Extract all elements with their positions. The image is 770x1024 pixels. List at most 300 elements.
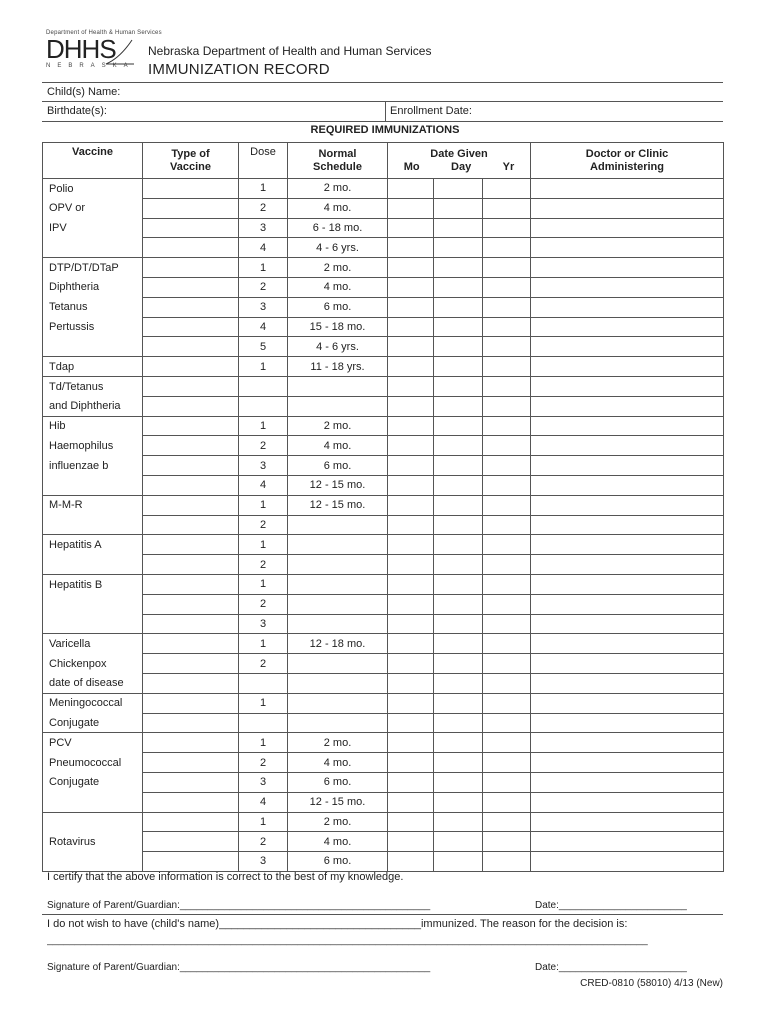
doctor-cell[interactable]: [531, 792, 724, 812]
type-cell[interactable]: [143, 317, 239, 337]
doctor-cell[interactable]: [531, 574, 724, 594]
month-cell[interactable]: [388, 574, 434, 594]
child-name-label: Child(s) Name:: [47, 86, 121, 98]
month-cell[interactable]: [388, 733, 434, 753]
type-cell[interactable]: [143, 297, 239, 317]
schedule-cell: 4 mo.: [288, 832, 388, 852]
reason-line[interactable]: ____________________________________________________________________________________________________________: [47, 935, 648, 946]
doctor-cell[interactable]: [531, 495, 724, 515]
day-cell[interactable]: [434, 594, 483, 614]
day-cell[interactable]: [434, 772, 483, 792]
vaccine-cell: Tetanus: [43, 297, 143, 317]
col-doctor: Doctor or Clinic Administering: [531, 143, 724, 179]
month-cell[interactable]: [388, 792, 434, 812]
col-dose: Dose: [239, 143, 288, 179]
month-cell[interactable]: [388, 376, 434, 396]
table-row: [43, 614, 724, 634]
day-cell[interactable]: [434, 634, 483, 654]
vaccine-cell: [43, 515, 143, 535]
year-cell[interactable]: [483, 515, 531, 535]
col-vaccine: Vaccine: [43, 143, 143, 179]
year-cell[interactable]: [483, 277, 531, 297]
year-cell[interactable]: [483, 772, 531, 792]
day-cell[interactable]: [434, 179, 483, 199]
year-cell[interactable]: [483, 258, 531, 278]
schedule-cell: [288, 693, 388, 713]
type-cell[interactable]: [143, 614, 239, 634]
month-cell[interactable]: [388, 495, 434, 515]
doctor-cell[interactable]: [531, 713, 724, 733]
dose-cell: 4: [239, 792, 288, 812]
doctor-cell[interactable]: [531, 614, 724, 634]
dose-cell: [239, 396, 288, 416]
type-cell[interactable]: [143, 495, 239, 515]
year-cell[interactable]: [483, 416, 531, 436]
vaccine-cell: Chickenpox: [43, 654, 143, 674]
dose-cell: 1: [239, 812, 288, 832]
doctor-cell[interactable]: [531, 475, 724, 495]
schedule-cell: 15 - 18 mo.: [288, 317, 388, 337]
type-cell[interactable]: [143, 456, 239, 476]
doctor-cell[interactable]: [531, 396, 724, 416]
dose-cell: 1: [239, 535, 288, 555]
schedule-cell: 12 - 15 mo.: [288, 495, 388, 515]
birthdate-label: Birthdate(s):: [47, 105, 107, 117]
vaccine-cell: [43, 852, 143, 872]
month-cell[interactable]: [388, 337, 434, 357]
month-cell[interactable]: [388, 772, 434, 792]
day-cell[interactable]: [434, 238, 483, 258]
type-cell[interactable]: [143, 852, 239, 872]
day-cell[interactable]: [434, 673, 483, 693]
month-cell[interactable]: [388, 475, 434, 495]
year-cell[interactable]: [483, 673, 531, 693]
year-cell[interactable]: [483, 792, 531, 812]
dose-cell: 1: [239, 634, 288, 654]
month-cell[interactable]: [388, 673, 434, 693]
year-cell[interactable]: [483, 495, 531, 515]
year-cell[interactable]: [483, 594, 531, 614]
vaccine-cell: Pertussis: [43, 317, 143, 337]
table-row: [43, 832, 724, 852]
day-cell[interactable]: [434, 693, 483, 713]
year-cell[interactable]: [483, 436, 531, 456]
day-cell[interactable]: [434, 574, 483, 594]
table-row: [43, 792, 724, 812]
doctor-cell[interactable]: [531, 515, 724, 535]
type-cell[interactable]: [143, 753, 239, 773]
month-cell[interactable]: [388, 535, 434, 555]
type-cell[interactable]: [143, 396, 239, 416]
table-row: [43, 396, 724, 416]
type-cell[interactable]: [143, 693, 239, 713]
dose-cell: 2: [239, 832, 288, 852]
vaccine-cell: and Diphtheria: [43, 396, 143, 416]
type-cell[interactable]: [143, 436, 239, 456]
day-cell[interactable]: [434, 456, 483, 476]
doctor-cell[interactable]: [531, 852, 724, 872]
table-row: [43, 515, 724, 535]
type-cell[interactable]: [143, 535, 239, 555]
year-cell[interactable]: [483, 614, 531, 634]
type-cell[interactable]: [143, 673, 239, 693]
dose-cell: 3: [239, 218, 288, 238]
month-cell[interactable]: [388, 515, 434, 535]
day-cell[interactable]: [434, 832, 483, 852]
type-cell[interactable]: [143, 179, 239, 199]
dose-cell: 2: [239, 654, 288, 674]
table-row: [43, 277, 724, 297]
logo-swoosh-icon: [104, 38, 134, 66]
schedule-cell: 6 mo.: [288, 772, 388, 792]
month-cell[interactable]: [388, 297, 434, 317]
dose-cell: 2: [239, 753, 288, 773]
day-cell[interactable]: [434, 535, 483, 555]
year-cell[interactable]: [483, 218, 531, 238]
dose-cell: 1: [239, 258, 288, 278]
table-row: [43, 337, 724, 357]
doctor-cell[interactable]: [531, 634, 724, 654]
dose-cell: 1: [239, 733, 288, 753]
year-cell[interactable]: [483, 852, 531, 872]
vaccine-cell: Conjugate: [43, 772, 143, 792]
type-cell[interactable]: [143, 654, 239, 674]
vaccine-cell: OPV or: [43, 198, 143, 218]
table-row: [43, 376, 724, 396]
month-cell[interactable]: [388, 258, 434, 278]
doctor-cell[interactable]: [531, 753, 724, 773]
dose-cell: 4: [239, 317, 288, 337]
type-cell[interactable]: [143, 376, 239, 396]
type-cell[interactable]: [143, 634, 239, 654]
month-cell[interactable]: [388, 832, 434, 852]
day-cell[interactable]: [434, 812, 483, 832]
form-code: CRED-0810 (58010) 4/13 (New): [580, 978, 723, 989]
day-cell[interactable]: [434, 654, 483, 674]
dose-cell: [239, 673, 288, 693]
type-cell[interactable]: [143, 198, 239, 218]
schedule-cell: [288, 396, 388, 416]
doctor-cell[interactable]: [531, 456, 724, 476]
year-cell[interactable]: [483, 753, 531, 773]
day-cell[interactable]: [434, 852, 483, 872]
doctor-cell[interactable]: [531, 416, 724, 436]
type-cell[interactable]: [143, 238, 239, 258]
year-cell[interactable]: [483, 555, 531, 575]
month-cell[interactable]: [388, 852, 434, 872]
doctor-cell[interactable]: [531, 733, 724, 753]
month-cell[interactable]: [388, 713, 434, 733]
dose-cell: 2: [239, 555, 288, 575]
day-cell[interactable]: [434, 614, 483, 634]
dhhs-logo: [46, 30, 162, 80]
divider: [385, 101, 386, 121]
type-cell[interactable]: [143, 812, 239, 832]
vaccine-cell: [43, 337, 143, 357]
doctor-cell[interactable]: [531, 218, 724, 238]
dose-cell: [239, 713, 288, 733]
vaccine-cell: [43, 792, 143, 812]
vaccine-cell: Td/Tetanus: [43, 376, 143, 396]
date-field-1[interactable]: Date:_______________________: [535, 900, 687, 911]
doctor-cell[interactable]: [531, 654, 724, 674]
schedule-cell: [288, 515, 388, 535]
section-title: REQUIRED IMMUNIZATIONS: [310, 124, 460, 136]
doctor-cell[interactable]: [531, 258, 724, 278]
type-cell[interactable]: [143, 832, 239, 852]
dose-cell: 1: [239, 693, 288, 713]
vaccine-cell: Conjugate: [43, 713, 143, 733]
schedule-cell: 2 mo.: [288, 416, 388, 436]
doctor-cell[interactable]: [531, 297, 724, 317]
schedule-cell: 12 - 15 mo.: [288, 792, 388, 812]
year-cell[interactable]: [483, 297, 531, 317]
schedule-cell: 4 mo.: [288, 436, 388, 456]
year-cell[interactable]: [483, 733, 531, 753]
day-cell[interactable]: [434, 436, 483, 456]
doctor-cell[interactable]: [531, 535, 724, 555]
type-cell[interactable]: [143, 792, 239, 812]
month-cell[interactable]: [388, 238, 434, 258]
month-cell[interactable]: [388, 179, 434, 199]
day-cell[interactable]: [434, 733, 483, 753]
doctor-cell[interactable]: [531, 555, 724, 575]
year-cell[interactable]: [483, 654, 531, 674]
doctor-cell[interactable]: [531, 832, 724, 852]
table-row: [43, 772, 724, 792]
doctor-cell[interactable]: [531, 594, 724, 614]
day-cell[interactable]: [434, 416, 483, 436]
year-cell[interactable]: [483, 376, 531, 396]
day-cell[interactable]: [434, 258, 483, 278]
signature-field-2[interactable]: Signature of Parent/Guardian:_____________________________________________: [47, 962, 431, 973]
vaccine-cell: influenzae b: [43, 456, 143, 476]
rule: [42, 914, 723, 915]
doctor-cell[interactable]: [531, 357, 724, 377]
year-cell[interactable]: [483, 396, 531, 416]
page-title: IMMUNIZATION RECORD: [148, 61, 330, 78]
schedule-cell: 2 mo.: [288, 812, 388, 832]
col-type: Type of Vaccine: [143, 143, 239, 179]
vaccine-cell: [43, 614, 143, 634]
vaccine-cell: M-M-R: [43, 495, 143, 515]
day-cell[interactable]: [434, 357, 483, 377]
day-cell[interactable]: [434, 297, 483, 317]
year-cell[interactable]: [483, 179, 531, 199]
vaccine-cell: Meningococcal: [43, 693, 143, 713]
doctor-cell[interactable]: [531, 772, 724, 792]
day-cell[interactable]: [434, 218, 483, 238]
type-cell[interactable]: [143, 416, 239, 436]
col-date-given: Date Given Mo Day Yr: [388, 143, 531, 179]
year-cell[interactable]: [483, 634, 531, 654]
table-row: [43, 258, 724, 278]
table-row: [43, 673, 724, 693]
year-cell[interactable]: [483, 832, 531, 852]
vaccine-cell: Rotavirus: [43, 832, 143, 852]
type-cell[interactable]: [143, 555, 239, 575]
type-cell[interactable]: [143, 713, 239, 733]
doctor-cell[interactable]: [531, 693, 724, 713]
dose-cell: 2: [239, 277, 288, 297]
month-cell[interactable]: [388, 396, 434, 416]
doctor-cell[interactable]: [531, 179, 724, 199]
doctor-cell[interactable]: [531, 376, 724, 396]
table-row: [43, 812, 724, 832]
day-cell[interactable]: [434, 495, 483, 515]
year-cell[interactable]: [483, 713, 531, 733]
doctor-cell[interactable]: [531, 317, 724, 337]
dose-cell: 3: [239, 456, 288, 476]
dose-cell: 5: [239, 337, 288, 357]
month-cell[interactable]: [388, 198, 434, 218]
year-cell[interactable]: [483, 456, 531, 476]
schedule-cell: 2 mo.: [288, 733, 388, 753]
type-cell[interactable]: [143, 594, 239, 614]
type-cell[interactable]: [143, 277, 239, 297]
col-schedule: Normal Schedule: [288, 143, 388, 179]
date-field-2[interactable]: Date:_______________________: [535, 962, 687, 973]
table-row: [43, 852, 724, 872]
month-cell[interactable]: [388, 218, 434, 238]
dose-cell: 3: [239, 297, 288, 317]
type-cell[interactable]: [143, 574, 239, 594]
doctor-cell[interactable]: [531, 198, 724, 218]
year-cell[interactable]: [483, 357, 531, 377]
doctor-cell[interactable]: [531, 337, 724, 357]
table-row: [43, 218, 724, 238]
dose-cell: 2: [239, 436, 288, 456]
year-cell[interactable]: [483, 317, 531, 337]
type-cell[interactable]: [143, 515, 239, 535]
doctor-cell[interactable]: [531, 238, 724, 258]
year-cell[interactable]: [483, 337, 531, 357]
year-cell[interactable]: [483, 198, 531, 218]
day-cell[interactable]: [434, 317, 483, 337]
schedule-cell: 6 mo.: [288, 297, 388, 317]
dose-cell: 1: [239, 357, 288, 377]
schedule-cell: 4 mo.: [288, 277, 388, 297]
month-cell[interactable]: [388, 654, 434, 674]
day-cell[interactable]: [434, 792, 483, 812]
table-row: [43, 475, 724, 495]
dose-cell: 1: [239, 179, 288, 199]
year-cell[interactable]: [483, 238, 531, 258]
vaccine-cell: [43, 594, 143, 614]
month-cell[interactable]: [388, 416, 434, 436]
month-cell[interactable]: [388, 436, 434, 456]
dose-cell: 3: [239, 852, 288, 872]
day-cell[interactable]: [434, 396, 483, 416]
vaccine-cell: DTP/DT/DTaP: [43, 258, 143, 278]
table-row: [43, 297, 724, 317]
day-cell[interactable]: [434, 753, 483, 773]
type-cell[interactable]: [143, 337, 239, 357]
type-cell[interactable]: [143, 733, 239, 753]
schedule-cell: [288, 713, 388, 733]
year-cell[interactable]: [483, 812, 531, 832]
year-cell[interactable]: [483, 475, 531, 495]
vaccine-cell: Pneumococcal: [43, 753, 143, 773]
schedule-cell: 6 - 18 mo.: [288, 218, 388, 238]
schedule-cell: [288, 614, 388, 634]
vaccine-cell: Diphtheria: [43, 277, 143, 297]
day-cell[interactable]: [434, 376, 483, 396]
month-cell[interactable]: [388, 812, 434, 832]
logo-text: DHHS: [46, 34, 116, 64]
month-cell[interactable]: [388, 357, 434, 377]
vaccine-cell: [43, 475, 143, 495]
decline-statement[interactable]: I do not wish to have (child's name)_________________________________immunized. The reason for the decision is:: [47, 918, 628, 930]
table-row: [43, 416, 724, 436]
month-cell[interactable]: [388, 753, 434, 773]
month-cell[interactable]: [388, 555, 434, 575]
table-row: [43, 495, 724, 515]
schedule-cell: 11 - 18 yrs.: [288, 357, 388, 377]
schedule-cell: [288, 535, 388, 555]
schedule-cell: 6 mo.: [288, 852, 388, 872]
signature-field-1[interactable]: Signature of Parent/Guardian:_____________________________________________: [47, 900, 431, 911]
schedule-cell: [288, 555, 388, 575]
dose-cell: 1: [239, 574, 288, 594]
schedule-cell: [288, 673, 388, 693]
month-cell[interactable]: [388, 634, 434, 654]
table-row: [43, 594, 724, 614]
table-row: [43, 179, 724, 199]
doctor-cell[interactable]: [531, 436, 724, 456]
type-cell[interactable]: [143, 357, 239, 377]
schedule-cell: 2 mo.: [288, 258, 388, 278]
vaccine-cell: PCV: [43, 733, 143, 753]
dose-cell: 4: [239, 475, 288, 495]
schedule-cell: 12 - 18 mo.: [288, 634, 388, 654]
day-cell[interactable]: [434, 277, 483, 297]
vaccine-cell: Polio: [43, 179, 143, 199]
type-cell[interactable]: [143, 258, 239, 278]
day-cell[interactable]: [434, 337, 483, 357]
year-cell[interactable]: [483, 535, 531, 555]
month-cell[interactable]: [388, 594, 434, 614]
month-cell[interactable]: [388, 614, 434, 634]
month-cell[interactable]: [388, 693, 434, 713]
year-cell[interactable]: [483, 574, 531, 594]
type-cell[interactable]: [143, 218, 239, 238]
day-cell[interactable]: [434, 475, 483, 495]
vaccine-cell: [43, 238, 143, 258]
schedule-cell: 4 mo.: [288, 753, 388, 773]
table-row: [43, 693, 724, 713]
doctor-cell[interactable]: [531, 673, 724, 693]
doctor-cell[interactable]: [531, 277, 724, 297]
dose-cell: 2: [239, 594, 288, 614]
day-cell[interactable]: [434, 555, 483, 575]
day-cell[interactable]: [434, 515, 483, 535]
year-cell[interactable]: [483, 693, 531, 713]
day-cell[interactable]: [434, 713, 483, 733]
type-cell[interactable]: [143, 772, 239, 792]
month-cell[interactable]: [388, 277, 434, 297]
day-cell[interactable]: [434, 198, 483, 218]
table-header-row: [43, 143, 724, 179]
type-cell[interactable]: [143, 475, 239, 495]
doctor-cell[interactable]: [531, 812, 724, 832]
table-row: [43, 574, 724, 594]
month-cell[interactable]: [388, 317, 434, 337]
dose-cell: 1: [239, 416, 288, 436]
dose-cell: 4: [239, 238, 288, 258]
month-cell[interactable]: [388, 456, 434, 476]
logo-tagline: Department of Health & Human Services: [46, 30, 162, 36]
